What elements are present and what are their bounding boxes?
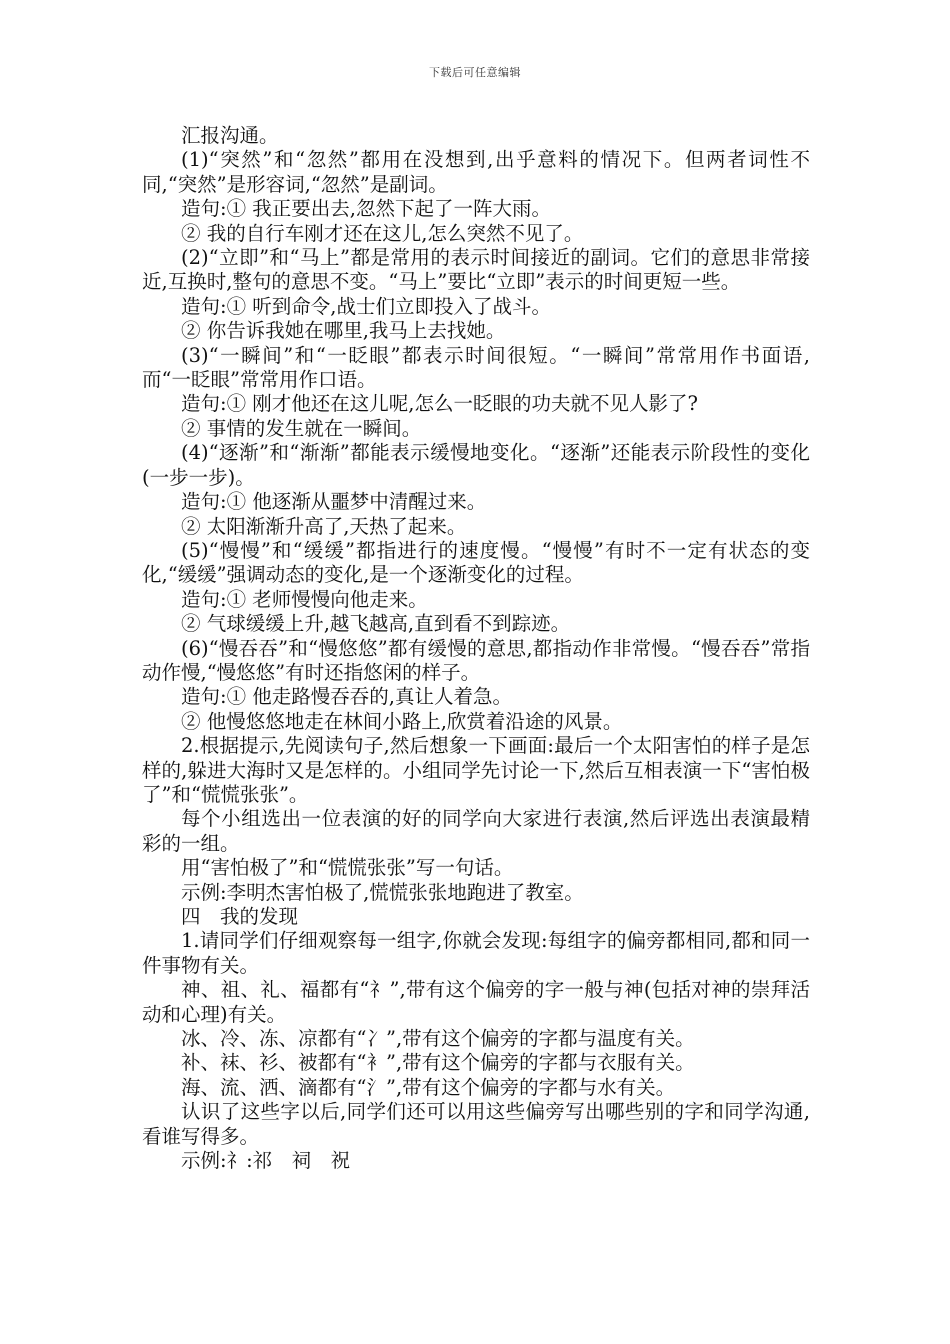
paragraph: 造句:① 他逐渐从噩梦中清醒过来。: [181, 490, 487, 514]
paragraph: (6)“慢吞吞”和“慢悠悠”都有缓慢的意思,都指动作非常慢。“慢吞吞”常指动作慢,“慢悠悠”有时还指悠闲的样子。: [142, 636, 810, 684]
paragraph: (1)“突然”和“忽然”都用在没想到,出乎意料的情况下。但两者词性不同,“突然”是形容词,“忽然”是副词。: [142, 148, 810, 196]
paragraph: 海、流、洒、滴都有“氵”,带有这个偏旁的字都与水有关。: [181, 1075, 676, 1099]
paragraph: 汇报沟通。: [181, 124, 279, 147]
paragraph: 冰、冷、冻、凉都有“冫”,带有这个偏旁的字都与温度有关。: [181, 1027, 695, 1051]
paragraph: 造句:① 听到命令,战士们立即投入了战斗。: [181, 294, 551, 318]
paragraph: ② 事情的发生就在一瞬间。: [181, 416, 422, 440]
paragraph: 造句:① 我正要出去,忽然下起了一阵大雨。: [181, 197, 551, 221]
paragraph: 每个小组选出一位表演的好的同学向大家进行表演,然后评选出表演最精彩的一组。: [142, 807, 810, 855]
paragraph: ② 太阳渐渐升高了,天热了起来。: [181, 514, 467, 538]
paragraph: ② 气球缓缓上升,越飞越高,直到看不到踪迹。: [181, 612, 571, 636]
paragraph: 造句:① 他走路慢吞吞的,真让人着急。: [181, 685, 512, 709]
page-header: 下载后可任意编辑: [429, 66, 521, 79]
paragraph: (4)“逐渐”和“渐渐”都能表示缓慢地变化。“逐渐”还能表示阶段性的变化(一步一步)。: [142, 441, 810, 489]
paragraph: 造句:① 老师慢慢向他走来。: [181, 587, 428, 611]
paragraph: 神、祖、礼、福都有“礻”,带有这个偏旁的字一般与神(包括对神的崇拜活动和心理)有关。: [142, 978, 810, 1026]
paragraph: 示例:礻:祁 祠 祝: [181, 1149, 351, 1173]
paragraph: ② 他慢悠悠地走在林间小路上,欣赏着沿途的风景。: [181, 709, 623, 733]
paragraph: (3)“一瞬间”和“一眨眼”都表示时间很短。“一瞬间”常常用作书面语,而“一眨眼”常常用作口语。: [142, 343, 810, 392]
paragraph: 1.请同学们仔细观察每一组字,你就会发现:每组字的偏旁都相同,都和同一件事物有关。: [142, 929, 810, 977]
paragraph: (5)“慢慢”和“缓缓”都指进行的速度慢。“慢慢”有时不一定有状态的变化,“缓缓”强调动态的变化,是一个逐渐变化的过程。: [142, 538, 810, 587]
document-body: [142, 124, 810, 1173]
paragraph: 补、袜、衫、被都有“衤”,带有这个偏旁的字都与衣服有关。: [181, 1051, 695, 1075]
paragraph: 造句:① 刚才他还在这儿呢,怎么一眨眼的功夫就不见人影了?: [181, 392, 698, 416]
section-heading: 四 我的发现: [181, 905, 299, 928]
paragraph: 认识了这些字以后,同学们还可以用这些偏旁写出哪些别的字和同学沟通,看谁写得多。: [142, 1100, 810, 1148]
paragraph: ② 我的自行车刚才还在这儿,怎么突然不见了。: [181, 221, 584, 245]
paragraph: 示例:李明杰害怕极了,慌慌张张地跑进了教室。: [181, 880, 584, 904]
paragraph: 用“害怕极了”和“慌慌张张”写一句话。: [181, 856, 514, 880]
paragraph: ② 你告诉我她在哪里,我马上去找她。: [181, 319, 506, 343]
paragraph: (2)“立即”和“马上”都是常用的表示时间接近的副词。它们的意思非常接近,互换时,整句的意思不变。“马上”要比“立即”表示的时间更短一些。: [142, 246, 810, 294]
paragraph: 2.根据提示,先阅读句子,然后想象一下画面:最后一个太阳害怕的样子是怎样的,躲进大海时又是怎样的。小组同学先讨论一下,然后互相表演一下“害怕极了”和“慌慌张张”。: [142, 734, 810, 806]
